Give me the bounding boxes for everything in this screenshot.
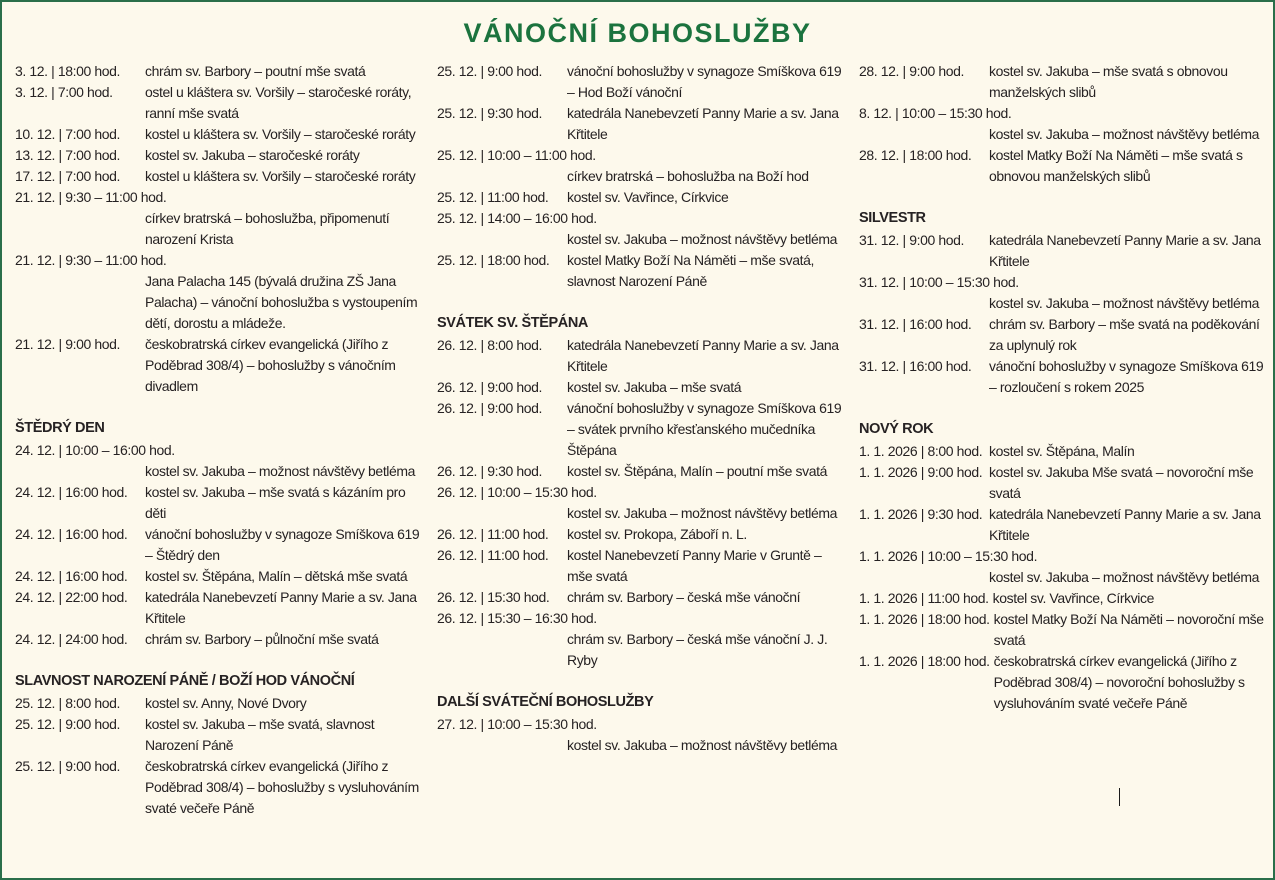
entry-datetime: 24. 12. | 16:00 hod. [15, 484, 128, 500]
entry-datetime: 3. 12. | 18:00 hod. [15, 63, 121, 79]
entry-datetime: 13. 12. | 7:00 hod. [15, 147, 121, 163]
entry-description: katedrála Nanebevzetí Panny Marie a sv. Jana Křtitele [989, 232, 1261, 269]
entry-datetime: 31. 12. | 16:00 hod. [859, 358, 972, 374]
entry-description: kostel sv. Anny, Nové Dvory [145, 695, 307, 711]
entry-datetime: 24. 12. | 16:00 hod. [15, 526, 128, 542]
entry-datetime: 26. 12. | 11:00 hod. [437, 547, 549, 563]
entry-description: kostel sv. Jakuba – možnost návštěvy betléma [567, 737, 838, 753]
entry-datetime: 26. 12. | 9:00 hod. [437, 400, 543, 416]
schedule-entry [859, 462, 1265, 504]
entry-description: kostel Matky Boží Na Náměti – mše svatá, slavnost Narození Páně [567, 252, 814, 289]
schedule-entry [437, 587, 843, 608]
entry-datetime: 26. 12. | 10:00 – 15:30 hod. [437, 484, 597, 500]
entry-datetime: 24. 12. | 10:00 – 16:00 hod. [15, 442, 175, 458]
schedule-entry [15, 334, 421, 397]
entry-datetime: 31. 12. | 10:00 – 15:30 hod. [859, 274, 1019, 290]
entry-description: chrám sv. Barbory – česká mše vánoční [567, 589, 801, 605]
schedule-section [437, 692, 843, 756]
entry-description: kostel sv. Jakuba Mše svatá – novoroční mše svatá [989, 464, 1254, 501]
entry-datetime: 26. 12. | 9:00 hod. [437, 379, 543, 395]
entry-description: kostel u kláštera sv. Voršily – staročeské roráty [145, 168, 416, 184]
entry-description: chrám sv. Barbory – mše svatá na poděkování za uplynulý rok [989, 316, 1260, 353]
entry-datetime: 24. 12. | 24:00 hod. [15, 631, 128, 647]
schedule-entry [437, 398, 843, 461]
entry-datetime: 8. 12. | 10:00 – 15:30 hod. [859, 105, 1012, 121]
schedule-entry [859, 504, 1265, 546]
schedule-entry [437, 103, 843, 145]
entry-description: Jana Palacha 145 (bývalá družina ZŠ Jana Palacha) – vánoční bohoslužba s vystoupením dětí, dorostu a mládeže. [145, 273, 418, 331]
entry-description: vánoční bohoslužby v synagoze Smíškova 619 – Štědrý den [145, 526, 420, 563]
schedule-entry [859, 61, 1265, 103]
schedule-column [15, 61, 421, 819]
entry-description: katedrála Nanebevzetí Panny Marie a sv. Jana Křtitele [567, 337, 839, 374]
schedule-column [859, 61, 1265, 714]
entry-datetime: 25. 12. | 11:00 hod. [437, 189, 549, 205]
schedule-entry [859, 272, 1265, 314]
schedule-entry [15, 82, 421, 124]
schedule-section [437, 313, 843, 671]
entry-description: kostel Nanebevzetí Panny Marie v Gruntě – mše svatá [567, 547, 822, 584]
entry-description: českobratrská církev evangelická (Jiřího z Poděbrad 308/4) – bohoslužby s vánočním divadlem [145, 336, 396, 394]
entry-description: kostel sv. Štěpána, Malín [989, 443, 1135, 459]
entry-datetime: 1. 1. 2026 | 9:30 hod. [859, 506, 983, 522]
schedule-section [15, 418, 421, 650]
entry-datetime: 1. 1. 2026 | 18:00 hod. [859, 653, 990, 669]
schedule-entry [859, 651, 1265, 714]
entry-description: kostel sv. Štěpána, Malín – poutní mše svatá [567, 463, 827, 479]
entry-datetime: 24. 12. | 22:00 hod. [15, 589, 128, 605]
schedule-entry [437, 608, 843, 671]
entry-datetime: 26. 12. | 9:30 hod. [437, 463, 543, 479]
schedule-entry [859, 230, 1265, 272]
section-header: SLAVNOST NAROZENÍ PÁNĚ / BOŽÍ HOD VÁNOČNÍ [15, 673, 355, 689]
entry-description: chrám sv. Barbory – poutní mše svatá [145, 63, 366, 79]
schedule-entry [437, 335, 843, 377]
entry-description: kostel sv. Jakuba – možnost návštěvy betléma [145, 463, 416, 479]
entry-datetime: 1. 1. 2026 | 10:00 – 15:30 hod. [859, 548, 1038, 564]
entry-description: kostel sv. Vavřince, Církvice [992, 590, 1154, 606]
entry-datetime: 25. 12. | 14:00 – 16:00 hod. [437, 210, 597, 226]
schedule-entry [859, 314, 1265, 356]
entry-description: chrám sv. Barbory – půlnoční mše svatá [145, 631, 379, 647]
entry-description: kostel sv. Vavřince, Církvice [567, 189, 729, 205]
section-header: ŠTĚDRÝ DEN [15, 420, 105, 436]
schedule-section [859, 419, 1265, 714]
schedule-entry [437, 145, 843, 187]
section-header: DALŠÍ SVÁTEČNÍ BOHOSLUŽBY [437, 694, 654, 710]
section-header: SVÁTEK SV. ŠTĚPÁNA [437, 315, 588, 331]
entry-datetime: 1. 1. 2026 | 18:00 hod. [859, 611, 990, 627]
schedule-entry [15, 756, 421, 819]
entry-description: českobratrská církev evangelická (Jiřího z Poděbrad 308/4) – novoroční bohoslužby s vysluhováním svaté večeře Páně [993, 653, 1245, 711]
entry-datetime: 25. 12. | 18:00 hod. [437, 252, 550, 268]
entry-description: kostel sv. Jakuba – možnost návštěvy betléma [989, 569, 1260, 585]
schedule-entry [859, 103, 1265, 145]
entry-datetime: 21. 12. | 9:00 hod. [15, 336, 121, 352]
schedule-entry [437, 250, 843, 292]
entry-datetime: 25. 12. | 9:30 hod. [437, 105, 543, 121]
schedule-entry [859, 145, 1265, 187]
entry-description: církev bratrská – bohoslužba na Boží hod [567, 168, 809, 184]
entry-description: kostel u kláštera sv. Voršily – staročeské roráty [145, 126, 416, 142]
schedule-section [437, 61, 843, 292]
entry-datetime: 27. 12. | 10:00 – 15:30 hod. [437, 716, 597, 732]
entry-description: katedrála Nanebevzetí Panny Marie a sv. Jana Křtitele [989, 506, 1261, 543]
schedule-entry [15, 714, 421, 756]
schedule-entry [437, 524, 843, 545]
entry-description: kostel sv. Jakuba – možnost návštěvy betléma [567, 505, 838, 521]
entry-datetime: 28. 12. | 18:00 hod. [859, 147, 972, 163]
schedule-entry [859, 588, 1265, 609]
entry-datetime: 24. 12. | 16:00 hod. [15, 568, 128, 584]
schedule-entry [15, 629, 421, 650]
entry-description: vánoční bohoslužby v synagoze Smíškova 619 – rozloučení s rokem 2025 [989, 358, 1264, 395]
schedule-entry [437, 545, 843, 587]
entry-description: vánoční bohoslužby v synagoze Smíškova 619 – Hod Boží vánoční [567, 63, 842, 100]
schedule-entry [437, 482, 843, 524]
schedule-entry [437, 208, 843, 250]
entry-description: církev bratrská – bohoslužba, připomenutí narození Krista [145, 210, 390, 247]
schedule-entry [15, 124, 421, 145]
text-cursor [1119, 788, 1120, 806]
schedule-entry [15, 524, 421, 566]
entry-datetime: 25. 12. | 9:00 hod. [15, 758, 121, 774]
columns [2, 59, 1273, 819]
entry-datetime: 1. 1. 2026 | 11:00 hod. [859, 590, 989, 606]
entry-description: vánoční bohoslužby v synagoze Smíškova 619 – svátek prvního křesťanského mučedníka Štěpána [567, 400, 842, 458]
entry-datetime: 31. 12. | 9:00 hod. [859, 232, 965, 248]
schedule-entry [437, 377, 843, 398]
schedule-entry [15, 440, 421, 482]
entry-datetime: 28. 12. | 9:00 hod. [859, 63, 965, 79]
entry-description: ostel u kláštera sv. Voršily – staročeské roráty, ranní mše svatá [145, 84, 412, 121]
schedule-entry [15, 166, 421, 187]
entry-datetime: 26. 12. | 11:00 hod. [437, 526, 549, 542]
entry-description: katedrála Nanebevzetí Panny Marie a sv. Jana Křtitele [567, 105, 839, 142]
entry-description: katedrála Nanebevzetí Panny Marie a sv. Jana Křtitele [145, 589, 417, 626]
schedule-column [437, 61, 843, 756]
schedule-section [859, 61, 1265, 187]
entry-datetime: 3. 12. | 7:00 hod. [15, 84, 113, 100]
entry-description: kostel Matky Boží Na Náměti – novoroční mše svatá [993, 611, 1264, 648]
entry-datetime: 26. 12. | 15:30 – 16:30 hod. [437, 610, 597, 626]
schedule-entry [15, 693, 421, 714]
schedule-entry [859, 441, 1265, 462]
entry-description: kostel sv. Jakuba – možnost návštěvy betléma [989, 295, 1260, 311]
schedule-section [859, 208, 1265, 398]
schedule-entry [859, 546, 1265, 588]
schedule-entry [15, 587, 421, 629]
entry-datetime: 1. 1. 2026 | 9:00 hod. [859, 464, 983, 480]
entry-description: kostel sv. Jakuba – mše svatá [567, 379, 742, 395]
entry-description: kostel sv. Jakuba – možnost návštěvy betléma [989, 126, 1260, 142]
schedule-entry [437, 187, 843, 208]
entry-description: kostel sv. Jakuba – možnost návštěvy betléma [567, 231, 838, 247]
entry-datetime: 25. 12. | 8:00 hod. [15, 695, 121, 711]
entry-description: českobratrská církev evangelická (Jiřího z Poděbrad 308/4) – bohoslužby s vysluhováním svaté večeře Páně [145, 758, 419, 816]
schedule-entry [15, 145, 421, 166]
page-title: VÁNOČNÍ BOHOSLUŽBY [463, 18, 812, 48]
schedule-entry [15, 566, 421, 587]
schedule-section [15, 671, 421, 819]
entry-description: kostel sv. Jakuba – mše svatá, slavnost Narození Páně [145, 716, 375, 753]
entry-datetime: 26. 12. | 15:30 hod. [437, 589, 550, 605]
schedule-entry [15, 187, 421, 250]
section-header: SILVESTR [859, 210, 926, 226]
entry-description: kostel Matky Boží Na Náměti – mše svatá s obnovou manželských slibů [989, 147, 1243, 184]
entry-datetime: 21. 12. | 9:30 – 11:00 hod. [15, 252, 167, 268]
entry-description: kostel sv. Jakuba – staročeské roráty [145, 147, 360, 163]
entry-datetime: 31. 12. | 16:00 hod. [859, 316, 972, 332]
schedule-entry [15, 482, 421, 524]
schedule-entry [15, 61, 421, 82]
entry-datetime: 10. 12. | 7:00 hod. [15, 126, 121, 142]
schedule-entry [859, 609, 1265, 651]
entry-datetime: 25. 12. | 9:00 hod. [15, 716, 121, 732]
entry-datetime: 17. 12. | 7:00 hod. [15, 168, 121, 184]
entry-datetime: 25. 12. | 10:00 – 11:00 hod. [437, 147, 596, 163]
schedule-entry [437, 61, 843, 103]
entry-datetime: 25. 12. | 9:00 hod. [437, 63, 543, 79]
entry-description: kostel sv. Štěpána, Malín – dětská mše svatá [145, 568, 408, 584]
section-header: NOVÝ ROK [859, 421, 934, 437]
schedule-entry [437, 714, 843, 756]
entry-description: chrám sv. Barbory – česká mše vánoční J. J. Ryby [567, 631, 828, 668]
entry-description: kostel sv. Prokopa, Záboří n. L. [567, 526, 747, 542]
entry-description: kostel sv. Jakuba – mše svatá s obnovou manželských slibů [989, 63, 1228, 100]
schedule-entry [15, 250, 421, 334]
entry-datetime: 21. 12. | 9:30 – 11:00 hod. [15, 189, 167, 205]
entry-description: kostel sv. Jakuba – mše svatá s kázáním pro děti [145, 484, 406, 521]
entry-datetime: 26. 12. | 8:00 hod. [437, 337, 543, 353]
schedule-entry [859, 356, 1265, 398]
schedule-section [15, 61, 421, 397]
entry-datetime: 1. 1. 2026 | 8:00 hod. [859, 443, 983, 459]
schedule-entry [437, 461, 843, 482]
